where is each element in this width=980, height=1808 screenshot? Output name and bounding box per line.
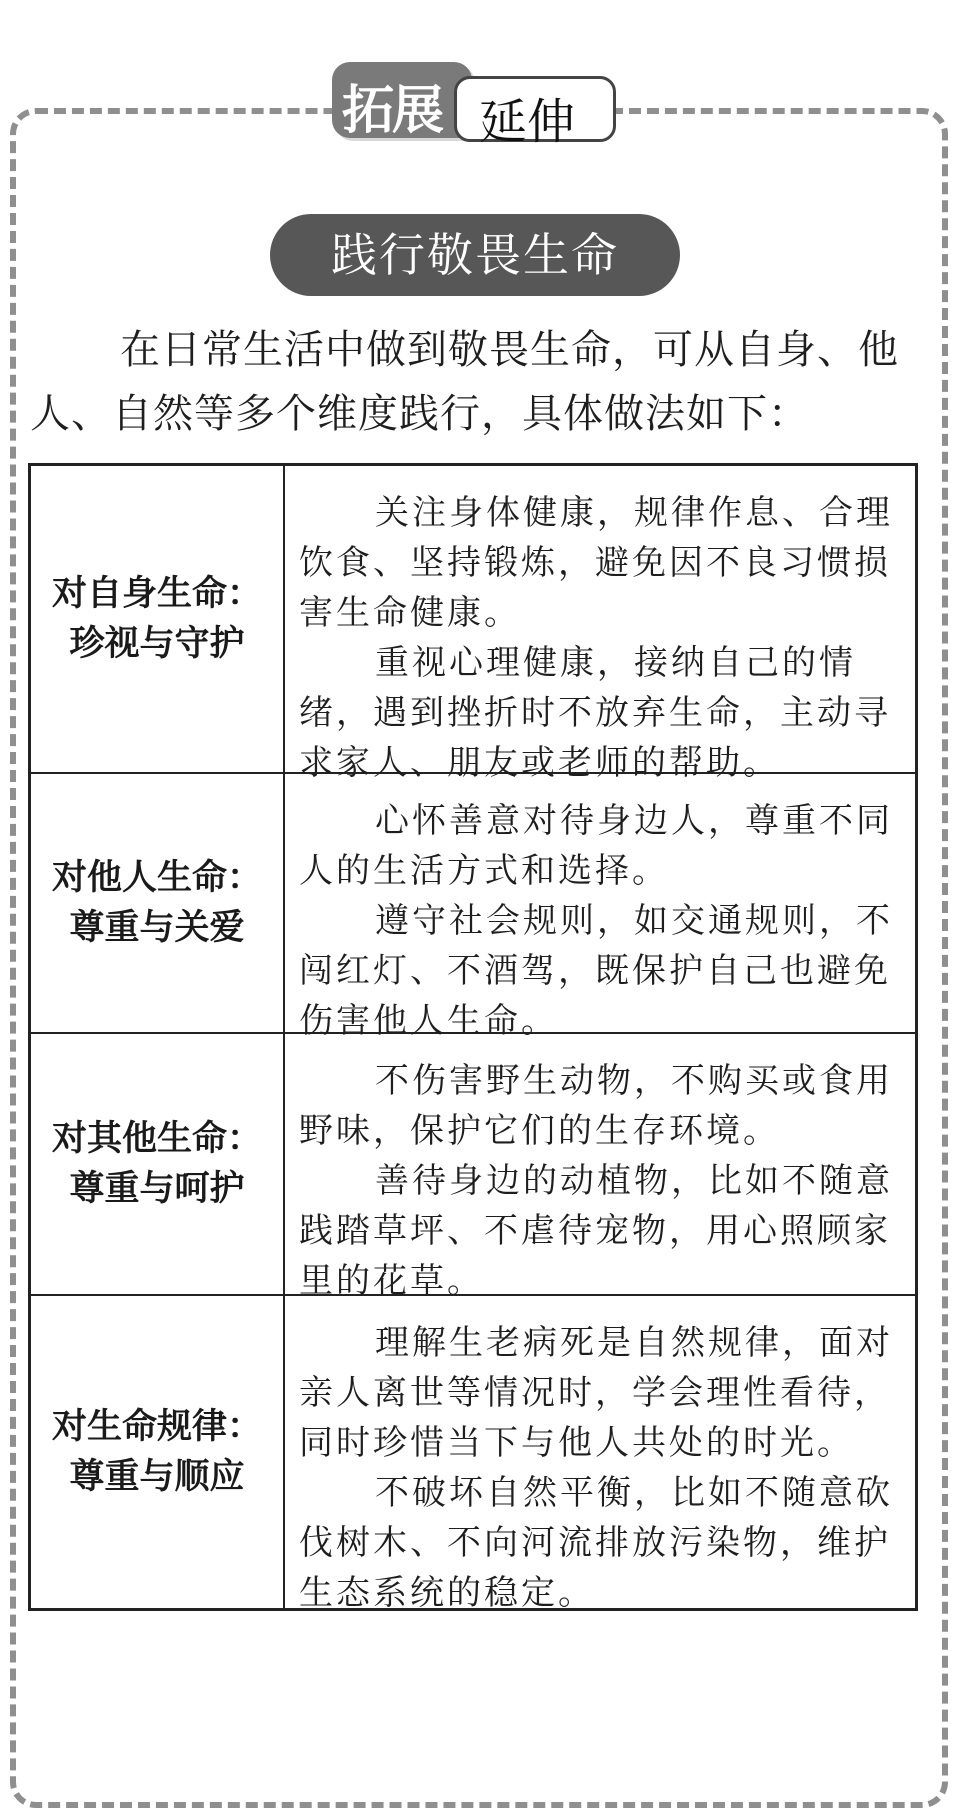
row-heading-line1: 对他人生命：: [51, 858, 262, 898]
intro-paragraph: [30, 318, 930, 446]
row-content: [285, 466, 915, 783]
row-heading: [31, 466, 285, 772]
section-badge: [332, 62, 632, 150]
row-heading-line2: 尊重与顺应: [69, 1457, 245, 1497]
row-heading: [31, 1296, 285, 1608]
row-content: [285, 774, 915, 1041]
table-row: [31, 774, 915, 1041]
badge-box: [454, 76, 616, 150]
badge-tab-text: 拓展: [342, 81, 443, 141]
row-heading-line1: 对生命规律：: [51, 1407, 262, 1447]
page-title: 践行敬畏生命: [270, 214, 680, 296]
row-heading-line2: 尊重与关爱: [69, 908, 245, 948]
practice-table: [28, 463, 918, 1611]
row-content: [285, 1296, 915, 1613]
row-content: [285, 1034, 915, 1301]
row-paragraph: 理解生老病死是自然规律，面对亲人离世等情况时，学会理性看待，同时珍惜当下与他人共处的时光。: [299, 1323, 893, 1463]
row-heading: [31, 1034, 285, 1294]
row-heading-line2: 尊重与呵护: [69, 1169, 245, 1209]
row-paragraph: 不破坏自然平衡，比如不随意砍伐树木、不向河流排放污染物，维护生态系统的稳定。: [299, 1473, 893, 1613]
badge-tab: [332, 62, 472, 141]
row-paragraph: 心怀善意对待身边人，尊重不同人的生活方式和选择。: [299, 801, 893, 891]
table-row: [31, 1034, 915, 1301]
row-heading-line1: 对自身生命：: [51, 574, 262, 614]
row-paragraph: 遵守社会规则，如交通规则，不闯红灯、不酒驾，既保护自己也避免伤害他人生命。: [299, 901, 893, 1041]
row-heading-line2: 珍视与守护: [69, 624, 245, 664]
row-heading-line1: 对其他生命：: [51, 1119, 262, 1159]
row-paragraph: 关注身体健康，规律作息、合理饮食、坚持锻炼，避免因不良习惯损害生命健康。: [299, 493, 893, 633]
row-paragraph: 不伤害野生动物，不购买或食用野味，保护它们的生存环境。: [299, 1061, 893, 1151]
row-paragraph: 善待身边的动植物，比如不随意践踏草坪、不虐待宠物，用心照顾家里的花草。: [299, 1161, 893, 1301]
table-row: [31, 466, 915, 783]
row-paragraph: 重视心理健康，接纳自己的情绪，遇到挫折时不放弃生命，主动寻求家人、朋友或老师的帮助。: [299, 643, 891, 783]
intro-text: 在日常生活中做到敬畏生命，可从自身、他人、自然等多个维度践行，具体做法如下：: [30, 327, 899, 437]
badge-box-text: 延伸: [479, 94, 576, 150]
table-row: [31, 1296, 915, 1613]
row-heading: [31, 774, 285, 1032]
